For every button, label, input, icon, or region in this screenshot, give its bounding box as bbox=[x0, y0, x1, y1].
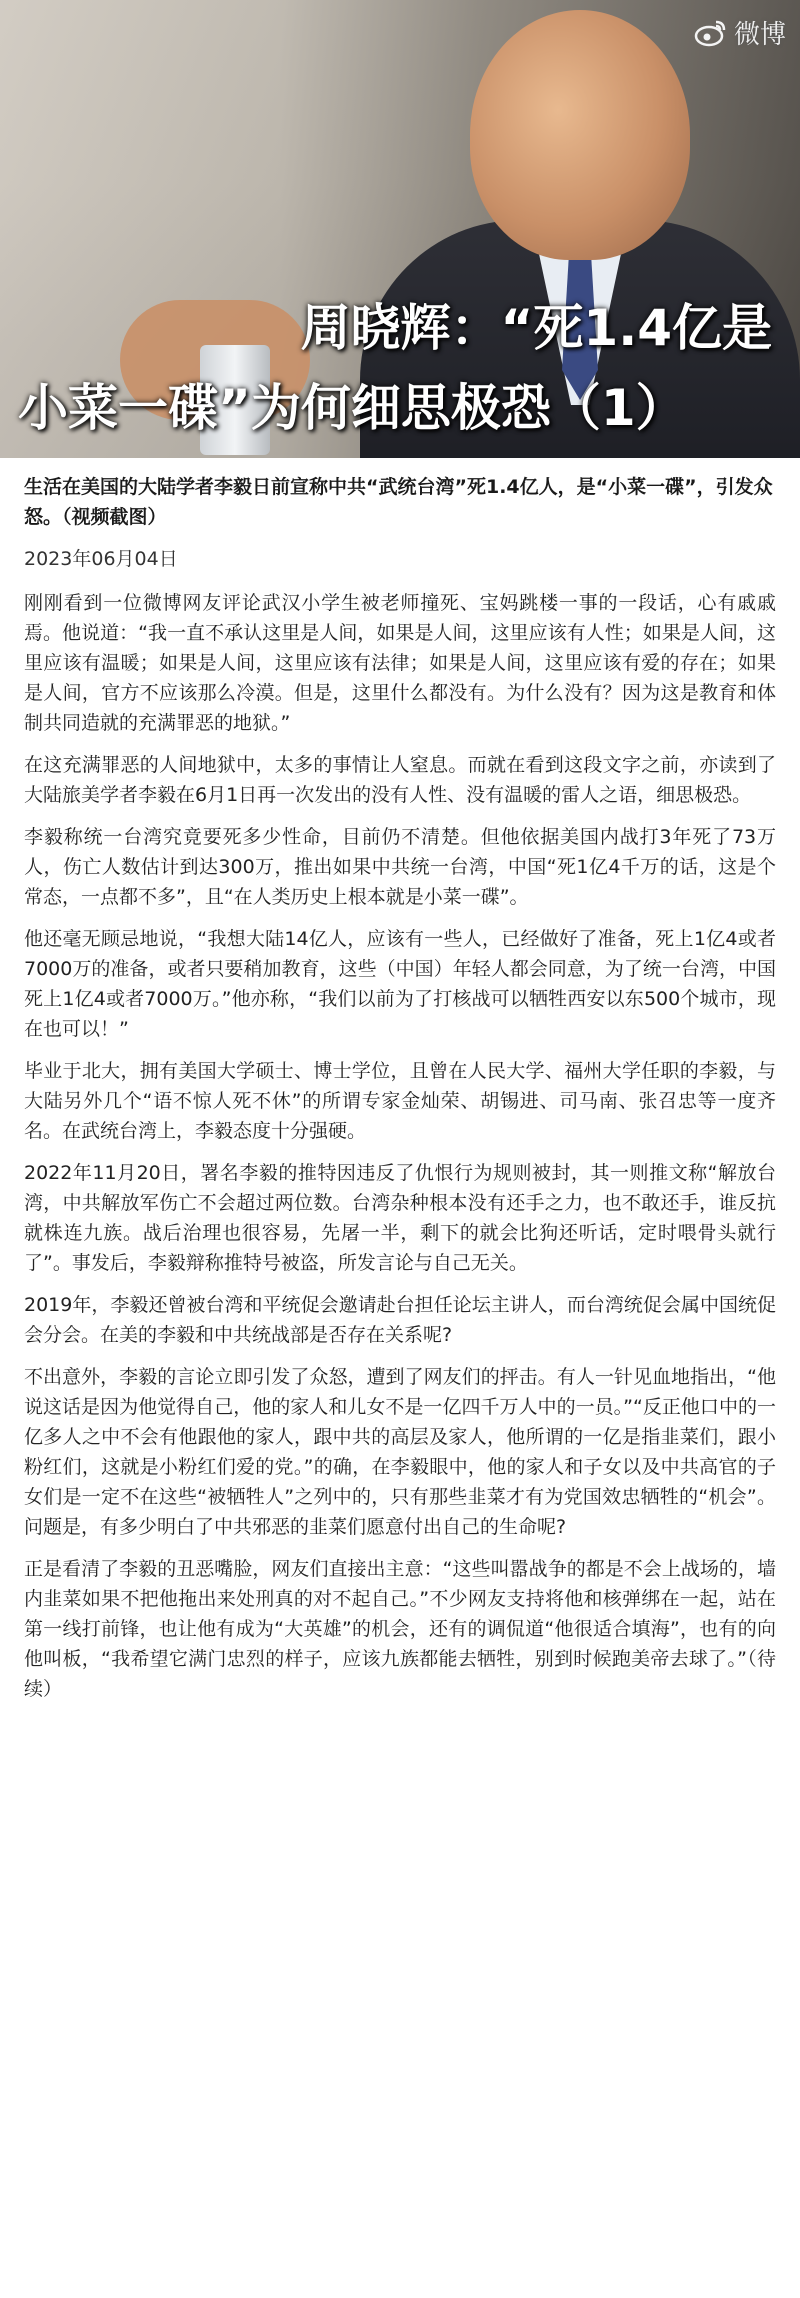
video-screenshot bbox=[0, 0, 800, 458]
paragraph-8: 不出意外，李毅的言论立即引发了众怒，遭到了网友们的抨击。有人一针见血地指出，“他说这话是因为他觉得自己，他的家人和儿女不是一亿四千万人中的一员。”“反正他口中的一亿多人之中不会有他跟他的家人，跟中共的高层及家人，他所谓的一亿是指韭菜们，跟小粉红们，这就是小粉红们爱的党。”的确，在李毅眼中，他的家人和子女以及中共高官的子女们是一定不在这些“被牺牲人”之列中的，只有那些韭菜才有为党国效忠牺牲的“机会”。问题是，有多少明白了中共邪恶的韭菜们愿意付出自己的生命呢? bbox=[24, 1366, 776, 1538]
paragraph-3: 李毅称统一台湾究竟要死多少性命，目前仍不清楚。但他依据美国内战打3年死了73万人，伤亡人数估计到达300万，推出如果中共统一台湾，中国“死1亿4千万的话，这是个常态，一点都不多”，且“在人类历史上根本就是小菜一碟”。 bbox=[24, 826, 776, 908]
paragraph-6: 2022年11月20日，署名李毅的推特因违反了仇恨行为规则被封，其一则推文称“解放台湾，中共解放军伤亡不会超过两位数。台湾杂种根本没有还手之力，也不敢还手，谁反抗就株连九族。战后治理也很容易，先屠一半，剩下的就会比狗还听话，定时喂骨头就行了”。事发后，李毅辩称推特号被盗，所发言论与自己无关。 bbox=[24, 1162, 776, 1274]
video-caption-line-2: 小菜一碟”为何细思极恐（1） bbox=[18, 379, 686, 437]
paragraph-7: 2019年，李毅还曾被台湾和平统促会邀请赴台担任论坛主讲人，而台湾统促会属中国统促会分会。在美的李毅和中共统战部是否存在关系呢? bbox=[24, 1294, 776, 1346]
image-caption: 生活在美国的大陆学者李毅日前宣称中共“武统台湾”死1.4亿人，是“小菜一碟”，引发众怒。（视频截图） bbox=[24, 476, 773, 528]
paragraph-4: 他还毫无顾忌地说，“我想大陆14亿人，应该有一些人，已经做好了准备，死上1亿4或者7000万的准备，或者只要稍加教育，这些（中国）年轻人都会同意，为了统一台湾，中国死上1亿4或者7000万。”他亦称，“我们以前为了打核战可以牺牲西安以东500个城市，现在也可以！” bbox=[24, 928, 776, 1040]
publish-date: 2023年06月04日 bbox=[24, 548, 178, 570]
paragraph-5: 毕业于北大，拥有美国大学硕士、博士学位，且曾在人民大学、福州大学任职的李毅，与大陆另外几个“语不惊人死不休”的所谓专家金灿荣、胡锡进、司马南、张召忠等一度齐名。在武统台湾上，李毅态度十分强硬。 bbox=[24, 1060, 776, 1142]
watermark-text: 微博 bbox=[733, 20, 786, 50]
speaker-head bbox=[470, 10, 690, 260]
paragraph-9: 正是看清了李毅的丑恶嘴脸，网友们直接出主意：“这些叫嚣战争的都是不会上战场的，墙内韭菜如果不把他拖出来处刑真的对不起自己。”不少网友支持将他和核弹绑在一起，站在第一线打前锋，也让他有成为“大英雄”的机会，还有的调侃道“他很适合填海”，也有的向他叫板，“我希望它满门忠烈的样子，应该九族都能去牺牲，别到时候跑美帝去球了。”（待续） bbox=[24, 1558, 776, 1700]
article-body bbox=[0, 458, 800, 1704]
video-caption-line-1: 周晓辉：“死1.4亿是 bbox=[300, 299, 772, 357]
paragraph-1: 刚刚看到一位微博网友评论武汉小学生被老师撞死、宝妈跳楼一事的一段话，心有戚戚焉。他说道：“我一直不承认这里是人间，如果是人间，这里应该有人性；如果是人间，这里应该有温暖；如果是人间，这里应该有法律；如果是人间，这里应该有爱的存在；如果是人间，官方不应该那么冷漠。但是，这里什么都没有。为什么没有？因为这是教育和体制共同造就的充满罪恶的地狱。” bbox=[24, 592, 776, 734]
weibo-logo-icon bbox=[694, 16, 728, 50]
weibo-watermark bbox=[694, 14, 786, 51]
paragraph-2: 在这充满罪恶的人间地狱中，太多的事情让人窒息。而就在看到这段文字之前，亦读到了大陆旅美学者李毅在6月1日再一次发出的没有人性、没有温暖的雷人之语，细思极恐。 bbox=[24, 754, 776, 806]
